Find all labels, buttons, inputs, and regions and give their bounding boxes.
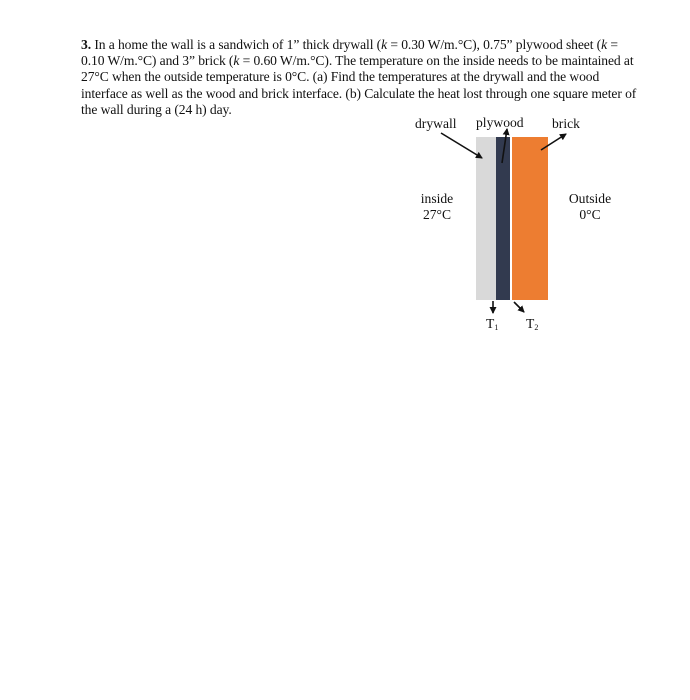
problem-text-2: = 0.30 W/m.°C), 0.75” plywood sheet ( <box>387 37 602 52</box>
t1-label <box>486 316 498 335</box>
k-symbol-1: k <box>381 37 388 52</box>
plywood-label: plywood <box>476 115 524 130</box>
drywall-label: drywall <box>415 116 457 131</box>
plywood-arrow <box>502 129 507 163</box>
k-symbol-3: k <box>233 53 240 69</box>
problem-text-3: = 0.10 W/m.°C) and 3” brick ( <box>81 37 618 69</box>
k-symbol-2: k <box>601 37 608 52</box>
drywall-arrow <box>441 133 482 158</box>
t1-subscript: 1 <box>494 323 499 332</box>
t1-main: T <box>486 316 495 331</box>
t2-subscript: 2 <box>534 323 539 332</box>
problem-number: 3. <box>81 37 91 52</box>
t2-label <box>526 316 538 335</box>
brick-arrow <box>541 134 566 150</box>
brick-label: brick <box>552 116 580 131</box>
t2-main: T <box>526 316 535 331</box>
t2-arrow <box>514 302 524 312</box>
outside-label: Outside <box>568 191 612 206</box>
problem-text-4: = 0.60 W/m.°C). The temperature on the inside needs to be maintained at 27°C when the outside temperature is 0°C. (a) Find the temperatures at the drywall and the wood interface as well as the wood and brick interface. (b) Calculate the heat lost through one square meter of the wall during a (24 h) day. <box>81 53 637 117</box>
problem-text-1: In a home the wall is a sandwich of 1” thick drywall ( <box>94 37 382 52</box>
outside-temp: 0°C <box>579 207 601 222</box>
inside-temp: 27°C <box>422 207 452 222</box>
inside-label: inside <box>420 191 454 206</box>
